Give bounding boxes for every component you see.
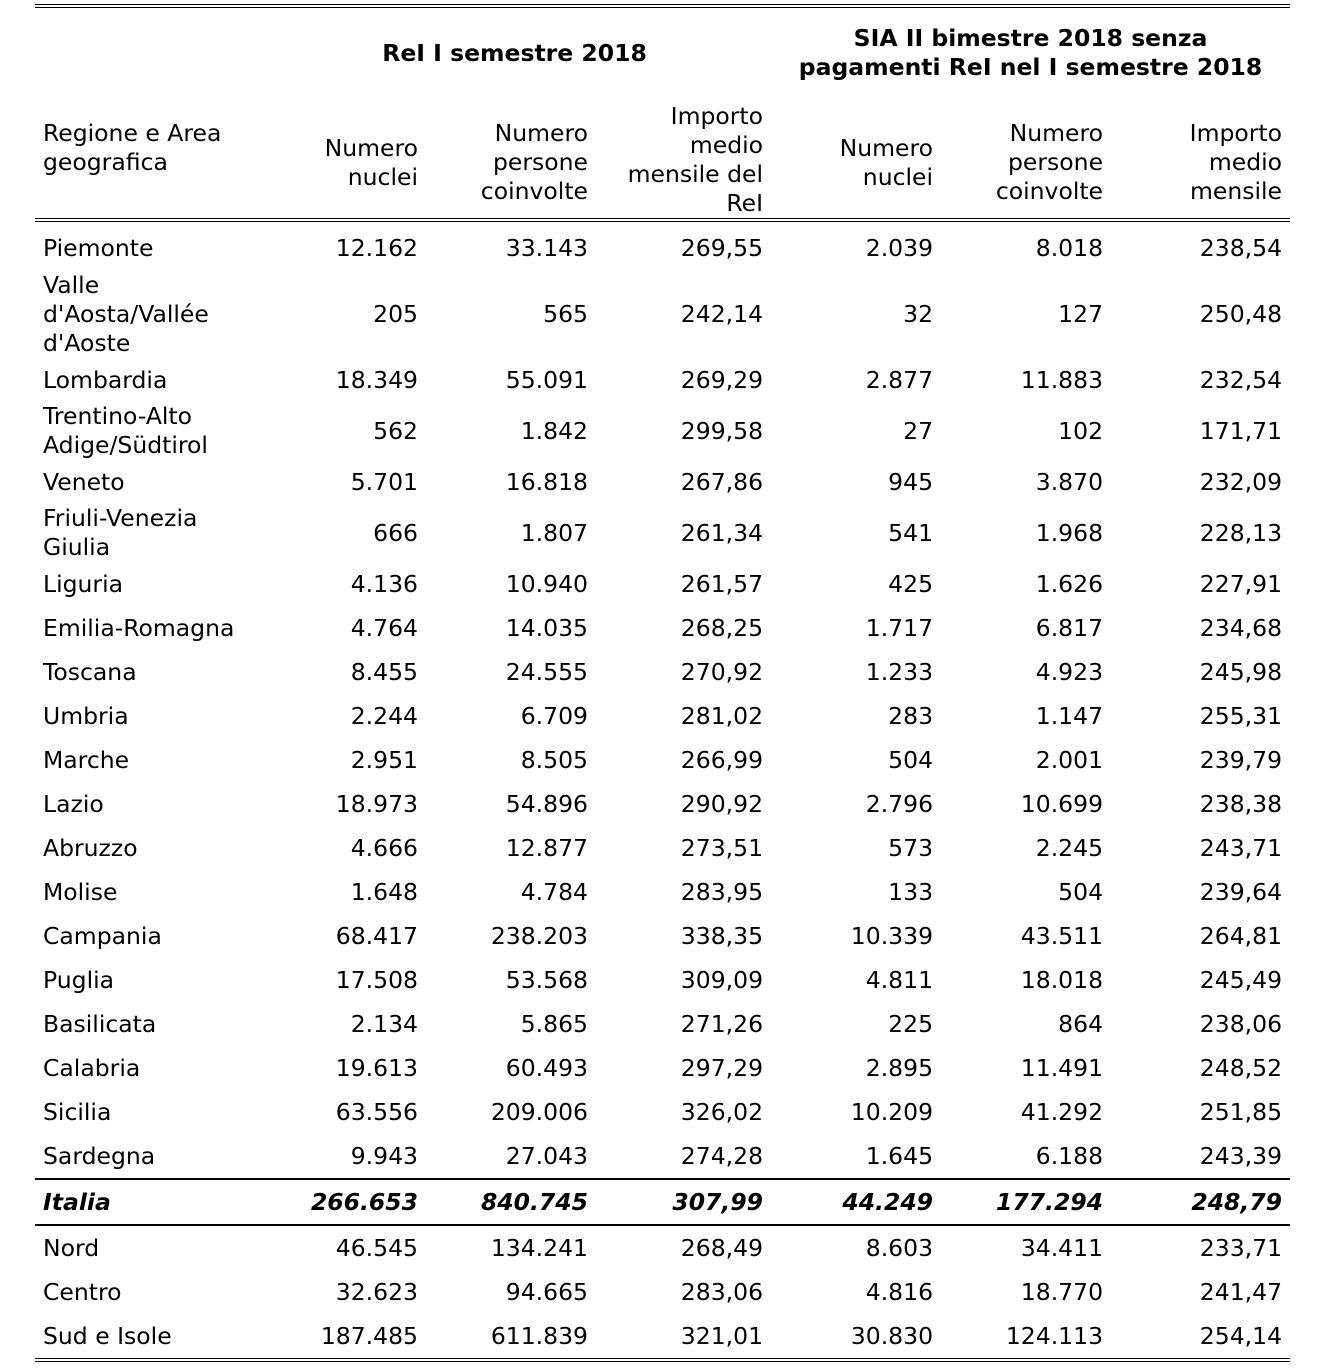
cell-value: 46.545 <box>335 1233 418 1262</box>
cell-value: 4.923 <box>1035 657 1104 686</box>
cell-value: 12.877 <box>505 833 588 862</box>
cell-value: 4.764 <box>350 613 418 642</box>
cell-value: 309,09 <box>680 965 764 994</box>
cell-value: 241,47 <box>1199 1277 1283 1306</box>
cell-value: 30.830 <box>771 1314 941 1360</box>
cell-value: 2.134 <box>350 1009 418 1038</box>
rei-sia-table <box>35 4 1290 1362</box>
cell-value: 227,91 <box>1199 569 1283 598</box>
cell-value: 6.817 <box>1035 613 1104 642</box>
region-name: Centro <box>43 1277 122 1306</box>
cell-value: 1.233 <box>865 657 934 686</box>
cell-value: 254,14 <box>1111 1314 1290 1360</box>
cell-value: 283,06 <box>680 1277 764 1306</box>
cell-value: 209.006 <box>490 1097 588 1126</box>
cell-value: 270,92 <box>680 657 764 686</box>
cell-value: 2.245 <box>1035 833 1104 862</box>
cell-value: 2.895 <box>865 1053 934 1082</box>
cell-value: 238,54 <box>1199 233 1283 262</box>
cell-value: 6.709 <box>520 701 588 730</box>
region-name: Sicilia <box>43 1097 112 1126</box>
cell-value: 2.796 <box>865 789 934 818</box>
region-name: Basilicata <box>43 1009 157 1038</box>
cell-value: 5.865 <box>520 1009 588 1038</box>
cell-value: 14.035 <box>505 613 588 642</box>
cell-value: 1.842 <box>520 416 588 445</box>
cell-value: 255,31 <box>1199 701 1283 730</box>
header-group-rei: ReI I semestre 2018 <box>258 6 771 98</box>
cell-value: 205 <box>373 299 418 328</box>
table-row <box>35 694 1290 738</box>
table-row <box>35 1225 1290 1270</box>
table-row <box>35 270 1290 358</box>
cell-value: 2.951 <box>350 745 418 774</box>
cell-value: 248,79 <box>1111 1179 1290 1225</box>
cell-value: 1.807 <box>520 518 588 547</box>
cell-value: 34.411 <box>1020 1233 1104 1262</box>
region-name: Emilia-Romagna <box>43 613 235 642</box>
cell-value: 945 <box>888 467 934 496</box>
cell-value: 19.613 <box>335 1053 418 1082</box>
cell-value: 261,57 <box>680 569 764 598</box>
table-row <box>35 606 1290 650</box>
cell-value: 611.839 <box>426 1314 596 1360</box>
cell-value: 425 <box>888 569 934 598</box>
header-col-importo-rei: Importo medio mensile del ReI <box>596 98 771 220</box>
cell-value: 269,55 <box>680 233 764 262</box>
cell-value: 283 <box>888 701 934 730</box>
region-name: Campania <box>43 921 162 950</box>
region-name: Abruzzo <box>43 833 138 862</box>
cell-value: 44.249 <box>771 1179 941 1225</box>
cell-value: 266.653 <box>258 1179 426 1225</box>
cell-value: 18.770 <box>1020 1277 1104 1306</box>
cell-value: 666 <box>373 518 418 547</box>
cell-value: 266,99 <box>680 745 764 774</box>
cell-value: 261,34 <box>680 518 764 547</box>
region-name: Marche <box>43 745 130 774</box>
cell-value: 245,98 <box>1199 657 1283 686</box>
cell-value: 326,02 <box>680 1097 764 1126</box>
region-name: Trentino-Alto Adige/Südtirol <box>43 402 208 459</box>
cell-value: 864 <box>1058 1009 1104 1038</box>
table-row <box>35 358 1290 402</box>
cell-value: 171,71 <box>1199 416 1283 445</box>
table-row <box>35 1270 1290 1314</box>
cell-value: 243,39 <box>1199 1141 1283 1170</box>
cell-value: 271,26 <box>680 1009 764 1038</box>
cell-value: 4.666 <box>350 833 418 862</box>
cell-value: 18.349 <box>335 365 418 394</box>
cell-value: 2.244 <box>350 701 418 730</box>
cell-value: 4.136 <box>350 569 418 598</box>
region-name: Sud e Isole <box>35 1314 258 1360</box>
cell-value: 9.943 <box>350 1141 418 1170</box>
cell-value: 4.816 <box>865 1277 934 1306</box>
cell-value: 565 <box>543 299 588 328</box>
cell-value: 268,25 <box>680 613 764 642</box>
region-name: Lazio <box>43 789 104 818</box>
cell-value: 1.645 <box>865 1141 934 1170</box>
region-name: Nord <box>43 1233 100 1262</box>
cell-value: 1.626 <box>1035 569 1104 598</box>
cell-value: 228,13 <box>1199 518 1283 547</box>
cell-value: 60.493 <box>505 1053 588 1082</box>
cell-value: 32 <box>903 299 934 328</box>
cell-value: 18.018 <box>1020 965 1104 994</box>
header-col-persone-sia: Numero persone coinvolte <box>941 98 1111 220</box>
table-row <box>35 870 1290 914</box>
table-row <box>35 402 1290 460</box>
region-name: Sardegna <box>43 1141 156 1170</box>
cell-value: 2.877 <box>865 365 934 394</box>
table-row <box>35 460 1290 504</box>
cell-value: 238.203 <box>490 921 588 950</box>
cell-value: 338,35 <box>680 921 764 950</box>
cell-value: 245,49 <box>1199 965 1283 994</box>
cell-value: 4.784 <box>520 877 588 906</box>
cell-value: 3.870 <box>1035 467 1104 496</box>
table-body-regions <box>35 220 1290 1179</box>
header-col-importo-sia: Importo medio mensile <box>1111 98 1290 220</box>
cell-value: 321,01 <box>596 1314 771 1360</box>
cell-value: 297,29 <box>680 1053 764 1082</box>
cell-value: 281,02 <box>680 701 764 730</box>
cell-value: 269,29 <box>680 365 764 394</box>
cell-value: 267,86 <box>680 467 764 496</box>
cell-value: 8.455 <box>350 657 418 686</box>
cell-value: 32.623 <box>335 1277 418 1306</box>
cell-value: 68.417 <box>335 921 418 950</box>
cell-value: 17.508 <box>335 965 418 994</box>
cell-value: 283,95 <box>680 877 764 906</box>
cell-value: 1.968 <box>1035 518 1104 547</box>
cell-value: 290,92 <box>680 789 764 818</box>
region-name: Piemonte <box>43 233 154 262</box>
cell-value: 43.511 <box>1020 921 1104 950</box>
cell-value: 238,06 <box>1199 1009 1283 1038</box>
cell-value: 307,99 <box>596 1179 771 1225</box>
cell-value: 504 <box>888 745 934 774</box>
cell-value: 2.039 <box>865 233 934 262</box>
region-name: Liguria <box>43 569 124 598</box>
table-row <box>35 738 1290 782</box>
cell-value: 225 <box>888 1009 934 1038</box>
cell-value: 6.188 <box>1035 1141 1104 1170</box>
table-row <box>35 650 1290 694</box>
cell-value: 248,52 <box>1199 1053 1283 1082</box>
cell-value: 127 <box>1058 299 1104 328</box>
region-name: Friuli-Venezia Giulia <box>43 504 198 561</box>
region-name: Lombardia <box>43 365 168 394</box>
region-name: Italia <box>35 1179 258 1225</box>
cell-value: 54.896 <box>505 789 588 818</box>
cell-value: 10.339 <box>850 921 934 950</box>
cell-value: 251,85 <box>1199 1097 1283 1126</box>
cell-value: 55.091 <box>505 365 588 394</box>
cell-value: 102 <box>1058 416 1104 445</box>
cell-value: 10.209 <box>850 1097 934 1126</box>
table-row <box>35 504 1290 562</box>
cell-value: 234,68 <box>1199 613 1283 642</box>
header-col-numero-nuclei-rei: Numero nuclei <box>258 98 426 220</box>
table-row <box>35 826 1290 870</box>
cell-value: 10.940 <box>505 569 588 598</box>
cell-value: 133 <box>888 877 934 906</box>
data-table-container <box>35 4 1290 1362</box>
cell-value: 53.568 <box>505 965 588 994</box>
cell-value: 2.001 <box>1035 745 1104 774</box>
cell-value: 94.665 <box>505 1277 588 1306</box>
table-row <box>35 914 1290 958</box>
cell-value: 124.113 <box>941 1314 1111 1360</box>
header-group-sia: SIA II bimestre 2018 senza pagamenti ReI nel I semestre 2018 <box>771 6 1290 98</box>
table-header <box>35 6 1290 220</box>
header-region: Regione e Area geografica <box>35 6 258 220</box>
table-row <box>35 1046 1290 1090</box>
cell-value: 27 <box>903 416 934 445</box>
cell-value: 268,49 <box>680 1233 764 1262</box>
cell-value: 8.603 <box>865 1233 934 1262</box>
table-row <box>35 1002 1290 1046</box>
cell-value: 177.294 <box>941 1179 1111 1225</box>
region-name: Toscana <box>43 657 137 686</box>
table-row <box>35 1314 1290 1360</box>
cell-value: 11.883 <box>1020 365 1104 394</box>
cell-value: 18.973 <box>335 789 418 818</box>
table-body-areas <box>35 1225 1290 1360</box>
cell-value: 541 <box>888 518 934 547</box>
table-row <box>35 1134 1290 1179</box>
region-name: Umbria <box>43 701 129 730</box>
cell-value: 24.555 <box>505 657 588 686</box>
table-row <box>35 1179 1290 1225</box>
table-row <box>35 958 1290 1002</box>
cell-value: 238,38 <box>1199 789 1283 818</box>
cell-value: 299,58 <box>680 416 764 445</box>
cell-value: 573 <box>888 833 934 862</box>
cell-value: 5.701 <box>350 467 418 496</box>
table-body-total <box>35 1179 1290 1225</box>
cell-value: 12.162 <box>335 233 418 262</box>
cell-value: 243,71 <box>1199 833 1283 862</box>
region-name: Valle d'Aosta/Vallée d'Aoste <box>43 270 209 357</box>
table-row <box>35 562 1290 606</box>
cell-value: 8.505 <box>520 745 588 774</box>
region-name: Veneto <box>43 467 125 496</box>
cell-value: 1.147 <box>1035 701 1104 730</box>
cell-value: 264,81 <box>1199 921 1283 950</box>
cell-value: 504 <box>1058 877 1104 906</box>
cell-value: 562 <box>373 416 418 445</box>
header-col-numero-nuclei-sia: Numero nuclei <box>771 98 941 220</box>
header-col-persone-rei: Numero persone coinvolte <box>426 98 596 220</box>
cell-value: 33.143 <box>505 233 588 262</box>
region-name: Molise <box>43 877 118 906</box>
cell-value: 10.699 <box>1020 789 1104 818</box>
cell-value: 274,28 <box>680 1141 764 1170</box>
cell-value: 242,14 <box>680 299 764 328</box>
cell-value: 63.556 <box>335 1097 418 1126</box>
cell-value: 273,51 <box>680 833 764 862</box>
cell-value: 1.717 <box>865 613 934 642</box>
cell-value: 41.292 <box>1020 1097 1104 1126</box>
cell-value: 232,54 <box>1199 365 1283 394</box>
cell-value: 232,09 <box>1199 467 1283 496</box>
cell-value: 1.648 <box>350 877 418 906</box>
region-name: Puglia <box>43 965 115 994</box>
region-name: Calabria <box>43 1053 141 1082</box>
table-row <box>35 1090 1290 1134</box>
cell-value: 8.018 <box>1035 233 1104 262</box>
cell-value: 233,71 <box>1199 1233 1283 1262</box>
cell-value: 187.485 <box>258 1314 426 1360</box>
cell-value: 239,79 <box>1199 745 1283 774</box>
cell-value: 11.491 <box>1020 1053 1104 1082</box>
cell-value: 250,48 <box>1199 299 1283 328</box>
cell-value: 16.818 <box>505 467 588 496</box>
table-row <box>35 220 1290 270</box>
cell-value: 27.043 <box>505 1141 588 1170</box>
cell-value: 4.811 <box>865 965 934 994</box>
cell-value: 134.241 <box>490 1233 588 1262</box>
cell-value: 840.745 <box>426 1179 596 1225</box>
cell-value: 239,64 <box>1199 877 1283 906</box>
table-row <box>35 782 1290 826</box>
